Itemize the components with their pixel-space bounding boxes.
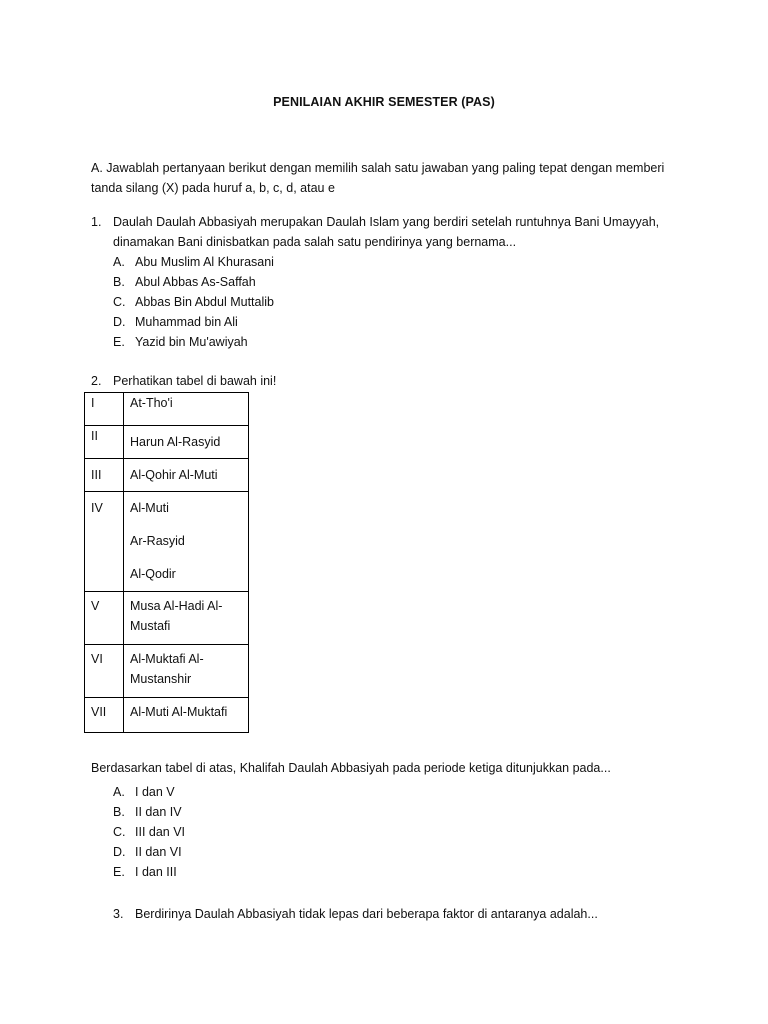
caliph-name: Al-Muktafi Al- [130, 652, 204, 666]
caliph-name: Harun Al-Rasyid [130, 435, 221, 449]
question-number: 3. [113, 907, 124, 921]
caliph-name: At-Tho'i [130, 396, 173, 410]
question-number: 2. [91, 374, 102, 388]
caliph-name: Al-Muti [130, 501, 169, 515]
caliph-name: Mustanshir [130, 672, 192, 686]
table-row [85, 393, 249, 426]
period-number: I [85, 393, 124, 426]
question-2-followup: Berdasarkan tabel di atas, Khalifah Daulah Abbasiyah pada periode ketiga ditunjukkan pada... [91, 761, 611, 775]
option-b [113, 802, 185, 822]
question-3 [113, 904, 713, 924]
instruction-text: A. Jawablah pertanyaan berikut dengan memilih salah satu jawaban yang paling tepat dengan memberi tanda silang (X) pada huruf a, b, c, d, atau e [91, 161, 665, 195]
question-text: Daulah Daulah Abbasiyah merupakan Daulah Islam yang berdiri setelah runtuhnya Bani Umayyah, dinamakan Bani dinisbatkan pada salah satu pendirinya yang bernama... [113, 215, 660, 249]
table-row [85, 492, 249, 592]
page-title: PENILAIAN AKHIR SEMESTER (PAS) [273, 95, 495, 109]
table-row [85, 645, 249, 698]
caliph-name: Musa Al-Hadi Al- [130, 599, 223, 613]
caliph-name: Mustafi [130, 619, 171, 633]
question-number: 1. [91, 215, 102, 229]
period-table [84, 392, 249, 733]
option-letter: B. [113, 805, 125, 819]
caliph-name: Al-Qodir [130, 567, 176, 581]
period-caliphs [124, 698, 249, 733]
period-caliphs [124, 393, 249, 426]
period-number: II [85, 426, 124, 459]
question-text: Perhatikan tabel di bawah ini! [113, 374, 277, 388]
option-d [113, 842, 185, 862]
table-row [85, 698, 249, 733]
option-e [113, 862, 185, 882]
period-caliphs [124, 426, 249, 459]
option-text: I dan V [135, 785, 175, 799]
option-text: I dan III [135, 865, 177, 879]
option-text: Yazid bin Mu'awiyah [135, 335, 248, 349]
option-text: III dan VI [135, 825, 186, 839]
period-number: VI [85, 645, 124, 698]
option-b [113, 272, 691, 292]
question-2 [91, 371, 691, 391]
option-text: Abul Abbas As-Saffah [135, 275, 256, 289]
option-c [113, 292, 691, 312]
option-letter: D. [113, 315, 126, 329]
option-e [113, 332, 691, 352]
options-list [113, 252, 691, 352]
option-text: Muhammad bin Ali [135, 315, 238, 329]
question-1 [91, 212, 691, 352]
option-c [113, 822, 185, 842]
period-caliphs [124, 592, 249, 645]
option-text: Abu Muslim Al Khurasani [135, 255, 274, 269]
table-row [85, 459, 249, 492]
caliph-name: Al-Qohir Al-Muti [130, 468, 218, 482]
option-letter: B. [113, 275, 125, 289]
question-text: Berdirinya Daulah Abbasiyah tidak lepas dari beberapa faktor di antaranya adalah... [135, 907, 598, 921]
period-number: V [85, 592, 124, 645]
option-a [113, 782, 185, 802]
table-row [85, 426, 249, 459]
option-letter: E. [113, 865, 125, 879]
option-a [113, 252, 691, 272]
period-number: VII [85, 698, 124, 733]
option-letter: A. [113, 785, 125, 799]
option-text: II dan VI [135, 845, 182, 859]
option-letter: C. [113, 825, 126, 839]
option-letter: C. [113, 295, 126, 309]
period-number: IV [85, 492, 124, 592]
period-caliphs [124, 492, 249, 592]
option-text: Abbas Bin Abdul Muttalib [135, 295, 274, 309]
option-letter: E. [113, 335, 125, 349]
caliph-name: Ar-Rasyid [130, 534, 185, 548]
period-number: III [85, 459, 124, 492]
option-text: II dan IV [135, 805, 182, 819]
option-letter: D. [113, 845, 126, 859]
option-d [113, 312, 691, 332]
period-caliphs [124, 645, 249, 698]
option-letter: A. [113, 255, 125, 269]
table-row [85, 592, 249, 645]
period-caliphs [124, 459, 249, 492]
options-list [113, 782, 185, 882]
caliph-name: Al-Muti Al-Muktafi [130, 705, 228, 719]
